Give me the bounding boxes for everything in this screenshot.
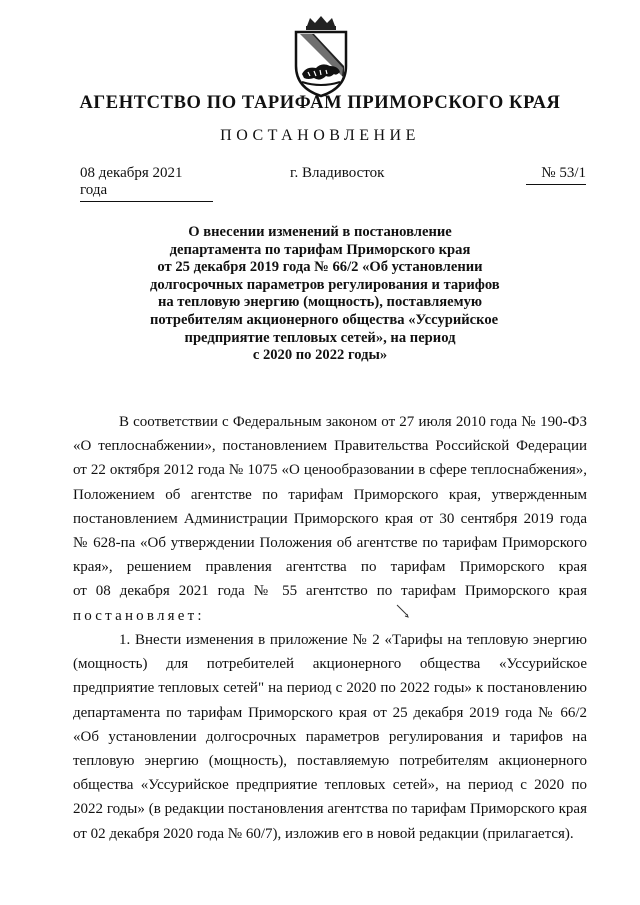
resolves-word: постановляет: — [73, 607, 205, 624]
document-type: ПОСТАНОВЛЕНИЕ — [220, 127, 420, 144]
paragraph-line: «Об установлении долгосрочных параметров регулирования и тарифов на — [73, 728, 587, 745]
title-line: долгосрочных параметров регулирования и тарифов — [150, 276, 500, 293]
title-line: на тепловую энергию (мощность), поставляемую — [157, 294, 483, 311]
preamble-paragraph — [73, 410, 587, 628]
title-line: от 25 декабря 2019 года № 66/2 «Об установлении — [157, 259, 483, 276]
coat-of-arms-icon — [290, 16, 352, 98]
document-date: 08 декабря 2021 года — [80, 165, 213, 202]
paragraph-line: В соответствии с Федеральным законом от 27 июля 2010 года № 190-ФЗ — [119, 414, 587, 430]
paragraph-line: постановлением Администрации Приморского края от 30 сентября 2019 года — [73, 510, 587, 527]
resolution-title — [150, 224, 500, 365]
paragraph-line: Положением об агентстве по тарифам Приморского края, утвержденным — [73, 486, 587, 503]
scan-mark — [396, 604, 410, 620]
paragraph-line: края», решением правления агентства по тарифам Приморского края — [73, 559, 587, 576]
paragraph-line: департамента по тарифам Приморского края от 25 декабря 2019 года № 66/2 — [73, 704, 587, 721]
document-number: № 53/1 — [526, 165, 586, 185]
paragraph-line: 2022 годы» (в редакции постановления агентства по тарифам Приморского края — [73, 801, 587, 818]
paragraph-line: предприятие тепловых сетей" на период с 2020 по 2022 годы» к постановлению — [73, 680, 587, 697]
agency-name: АГЕНТСТВО ПО ТАРИФАМ ПРИМОРСКОГО КРАЯ — [79, 93, 561, 113]
paragraph-line: от 22 октября 2012 года № 1075 «О ценообразовании в сфере теплоснабжения», — [73, 462, 587, 479]
paragraph-line: (мощность) для потребителей акционерного общества «Уссурийское — [73, 656, 587, 673]
paragraph-line: «О теплоснабжении», постановлением Правительства Российской Федерации — [73, 438, 587, 455]
clause-1-paragraph — [73, 628, 587, 846]
paragraph-line: от 02 декабря 2020 года № 60/7), изложив его в новой редакции (прилагается). — [73, 825, 574, 842]
paragraph-line: № 628-па «Об утверждении Положения об агентстве по тарифам Приморского — [73, 534, 587, 551]
paragraph-line: тепловую энергию (мощность), поставляемую потребителям акционерного — [73, 752, 587, 769]
paragraph-line: общества «Уссурийское предприятие тепловых сетей», на период с 2020 по — [73, 777, 587, 794]
document-city: г. Владивосток — [290, 165, 385, 181]
title-line: с 2020 по 2022 годы» — [252, 347, 388, 364]
paragraph-line: 1. Внести изменения в приложение № 2 «Тарифы на тепловую энергию — [119, 632, 587, 648]
title-line: О внесении изменений в постановление — [188, 224, 452, 240]
title-line: департамента по тарифам Приморского края — [169, 241, 471, 258]
title-line: потребителям акционерного общества «Уссурийское — [150, 311, 499, 328]
paragraph-line: от 08 декабря 2021 года № 55 агентство по тарифам Приморского края — [73, 583, 587, 600]
title-line: предприятие тепловых сетей», на период — [184, 329, 456, 346]
